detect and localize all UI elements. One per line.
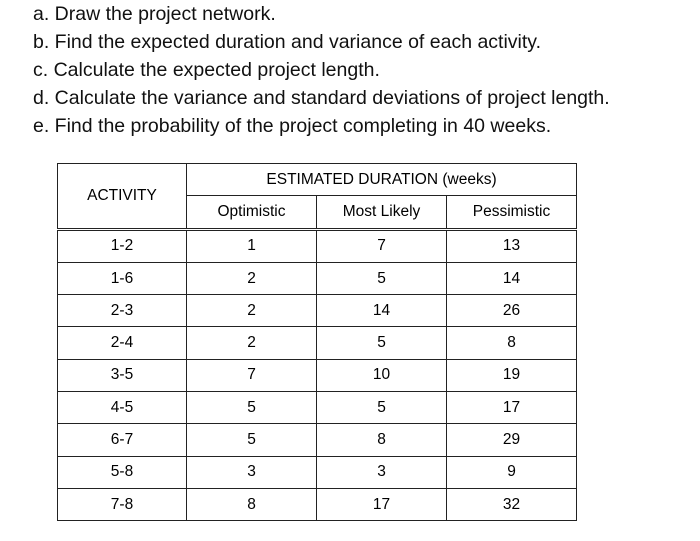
table-row xyxy=(58,229,577,262)
pessimistic-cell: 9 xyxy=(447,456,577,488)
optimistic-cell: 5 xyxy=(187,424,317,456)
pessimistic-cell: 14 xyxy=(447,262,577,294)
pessimistic-cell: 17 xyxy=(447,392,577,424)
activity-cell: 2-4 xyxy=(58,327,187,359)
activity-column-header: ACTIVITY xyxy=(58,164,187,230)
most-likely-cell: 5 xyxy=(317,327,447,359)
table-row xyxy=(58,488,577,520)
optimistic-cell: 3 xyxy=(187,456,317,488)
most-likely-cell: 8 xyxy=(317,424,447,456)
table-row xyxy=(58,262,577,294)
optimistic-header: Optimistic xyxy=(187,196,317,229)
estimated-duration-header: ESTIMATED DURATION (weeks) xyxy=(187,164,577,196)
table-row xyxy=(58,327,577,359)
activity-cell: 3-5 xyxy=(58,359,187,391)
most-likely-cell: 14 xyxy=(317,295,447,327)
pessimistic-cell: 13 xyxy=(447,229,577,262)
activity-cell: 2-3 xyxy=(58,295,187,327)
pessimistic-header: Pessimistic xyxy=(447,196,577,229)
most-likely-cell: 3 xyxy=(317,456,447,488)
optimistic-cell: 2 xyxy=(187,295,317,327)
activity-cell: 4-5 xyxy=(58,392,187,424)
duration-estimates-table xyxy=(57,163,577,521)
question-b: b. Find the expected duration and variance of each activity. xyxy=(33,31,542,53)
pessimistic-cell: 19 xyxy=(447,359,577,391)
most-likely-cell: 10 xyxy=(317,359,447,391)
table-row xyxy=(58,456,577,488)
activity-cell: 6-7 xyxy=(58,424,187,456)
most-likely-cell: 5 xyxy=(317,262,447,294)
table-row xyxy=(58,392,577,424)
activity-cell: 1-6 xyxy=(58,262,187,294)
pessimistic-cell: 32 xyxy=(447,488,577,520)
activity-cell: 1-2 xyxy=(58,229,187,262)
question-e: e. Find the probability of the project completing in 40 weeks. xyxy=(33,115,552,137)
most-likely-cell: 7 xyxy=(317,229,447,262)
table-row xyxy=(58,359,577,391)
activity-cell: 7-8 xyxy=(58,488,187,520)
table-row xyxy=(58,295,577,327)
most-likely-cell: 17 xyxy=(317,488,447,520)
question-a: a. Draw the project network. xyxy=(33,3,276,25)
question-list xyxy=(33,0,610,140)
most-likely-cell: 5 xyxy=(317,392,447,424)
activity-cell: 5-8 xyxy=(58,456,187,488)
optimistic-cell: 2 xyxy=(187,262,317,294)
question-c: c. Calculate the expected project length. xyxy=(33,59,380,81)
optimistic-cell: 1 xyxy=(187,229,317,262)
table-row xyxy=(58,424,577,456)
optimistic-cell: 2 xyxy=(187,327,317,359)
pessimistic-cell: 26 xyxy=(447,295,577,327)
most-likely-header: Most Likely xyxy=(317,196,447,229)
optimistic-cell: 5 xyxy=(187,392,317,424)
optimistic-cell: 8 xyxy=(187,488,317,520)
pessimistic-cell: 29 xyxy=(447,424,577,456)
optimistic-cell: 7 xyxy=(187,359,317,391)
question-d: d. Calculate the variance and standard deviations of project length. xyxy=(33,87,610,109)
pessimistic-cell: 8 xyxy=(447,327,577,359)
